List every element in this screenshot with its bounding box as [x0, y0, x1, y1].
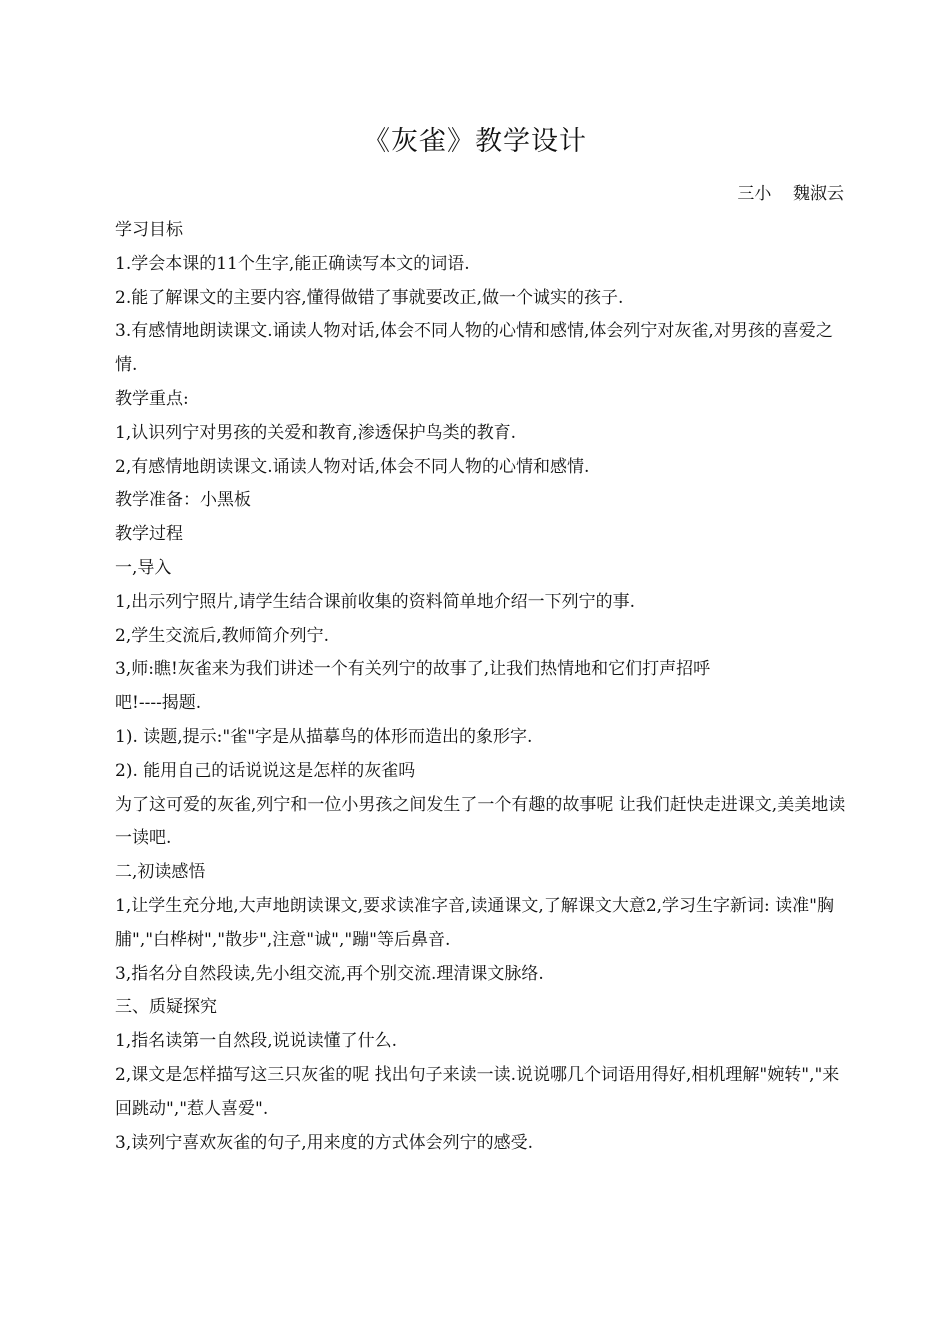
paragraph: 2). 能用自己的话说说这是怎样的灰雀吗	[115, 760, 416, 781]
author-line: 三小 魏淑云	[737, 184, 844, 204]
section-heading: 教学准备：小黑板	[115, 490, 251, 511]
paragraph: 2.能了解课文的主要内容,懂得做错了事就要改正,做一个诚实的孩子.	[115, 287, 624, 308]
document-title: 《灰雀》教学设计	[363, 126, 587, 157]
paragraph: 1,出示列宁照片,请学生结合课前收集的资料简单地介绍一下列宁的事.	[115, 591, 636, 612]
subsection-heading: 一,导入	[115, 557, 172, 578]
paragraph: 1,让学生充分地,大声地朗读课文,要求读准字音,读通课文,了解课文大意2,学习生字新词: 读准"胸脯","白桦树","散步",注意"诚","蹦"等后鼻音.	[115, 895, 835, 950]
section-heading: 学习目标	[115, 220, 183, 240]
paragraph: 吧!----揭题.	[115, 693, 202, 714]
paragraph: 3.有感情地朗读课文.诵读人物对话,体会不同人物的心情和感情,体会列宁对灰雀,对男孩的喜爱之情.	[115, 321, 833, 376]
paragraph: 2,有感情地朗读课文.诵读人物对话,体会不同人物的心情和感情.	[115, 456, 590, 477]
paragraph: 1). 读题,提示:"雀"字是从描摹鸟的体形而造出的象形字.	[115, 726, 533, 747]
paragraph: 3,读列宁喜欢灰雀的句子,用来度的方式体会列宁的感受.	[115, 1132, 534, 1153]
subsection-heading: 二,初读感悟	[115, 862, 206, 883]
paragraph: 3,师:瞧!灰雀来为我们讲述一个有关列宁的故事了,让我们热情地和它们打声招呼	[115, 659, 711, 680]
section-heading: 教学重点:	[115, 388, 189, 409]
document-body	[115, 214, 847, 1160]
paragraph: 1,指名读第一自然段,说说读懂了什么.	[115, 1031, 398, 1052]
paragraph: 1,认识列宁对男孩的关爱和教育,渗透保护鸟类的教育.	[115, 422, 517, 443]
section-heading: 教学过程	[115, 524, 183, 545]
paragraph: 2,学生交流后,教师简介列宁.	[115, 625, 330, 646]
paragraph: 为了这可爱的灰雀,列宁和一位小男孩之间发生了一个有趣的故事呢 让我们赶快走进课文,美美地读一读吧.	[115, 794, 846, 849]
paragraph: 1.学会本课的11个生字,能正确读写本文的词语.	[115, 253, 470, 274]
subsection-heading: 三、质疑探究	[115, 997, 217, 1018]
paragraph: 2,课文是怎样描写这三只灰雀的呢 找出句子来读一读.说说哪几个词语用得好,相机理解"婉转","来回跳动","惹人喜爱".	[115, 1064, 840, 1119]
paragraph: 3,指名分自然段读,先小组交流,再个别交流.理清课文脉络.	[115, 963, 544, 984]
